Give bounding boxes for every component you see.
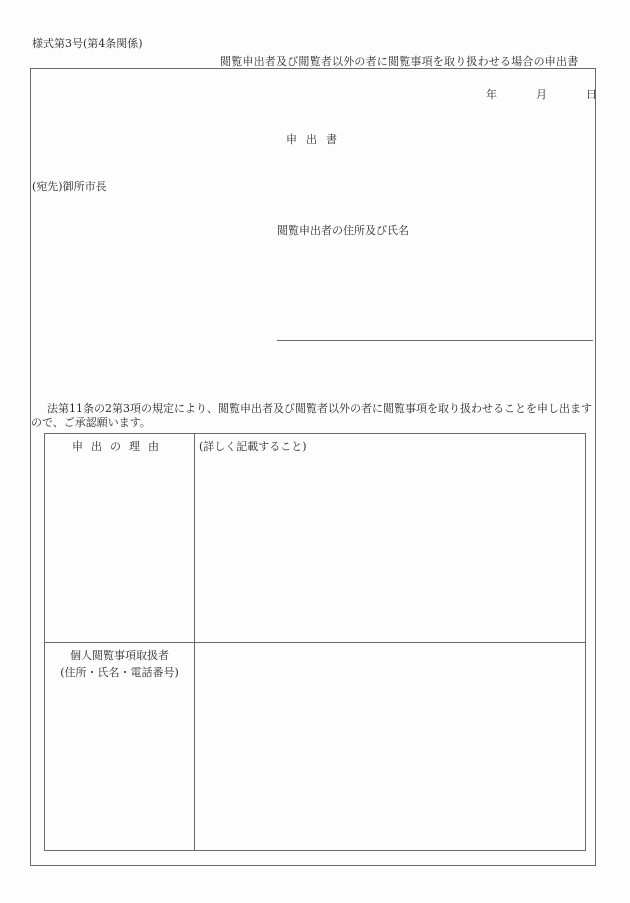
handler-label (45, 647, 194, 681)
addressee: (宛先)御所市長 (32, 180, 107, 193)
handler-label-line1: 個人閲覧事項取扱者 (70, 649, 169, 662)
request-statement: 法第11条の2第3項の規定により、閲覧申出者及び閲覧者以外の者に閲覧事項を取り扱わせることを申し出ますので、ご承認願います。 (31, 402, 592, 429)
applicant-signature-line[interactable] (277, 340, 593, 341)
applicant-address-name-label: 閲覧申出者の住所及び氏名 (277, 224, 409, 237)
date-month-label: 月 (536, 88, 547, 101)
handler-label-line2: (住所・氏名・電話番号) (60, 666, 179, 679)
form-number-label: 様式第3号(第4条関係) (32, 37, 143, 50)
reason-hint: (詳しく記載すること) (199, 440, 307, 453)
request-table (44, 433, 586, 851)
reason-label: 申出の理由 (72, 440, 167, 453)
page-title: 申出書 (286, 133, 346, 146)
date-day-label: 日 (586, 88, 597, 101)
handler-field[interactable] (195, 643, 585, 850)
reason-field[interactable] (195, 456, 585, 640)
document-title: 閲覧申出者及び閲覧者以外の者に閲覧事項を取り扱わせる場合の申出書 (220, 55, 579, 68)
date-year-label: 年 (486, 88, 497, 101)
